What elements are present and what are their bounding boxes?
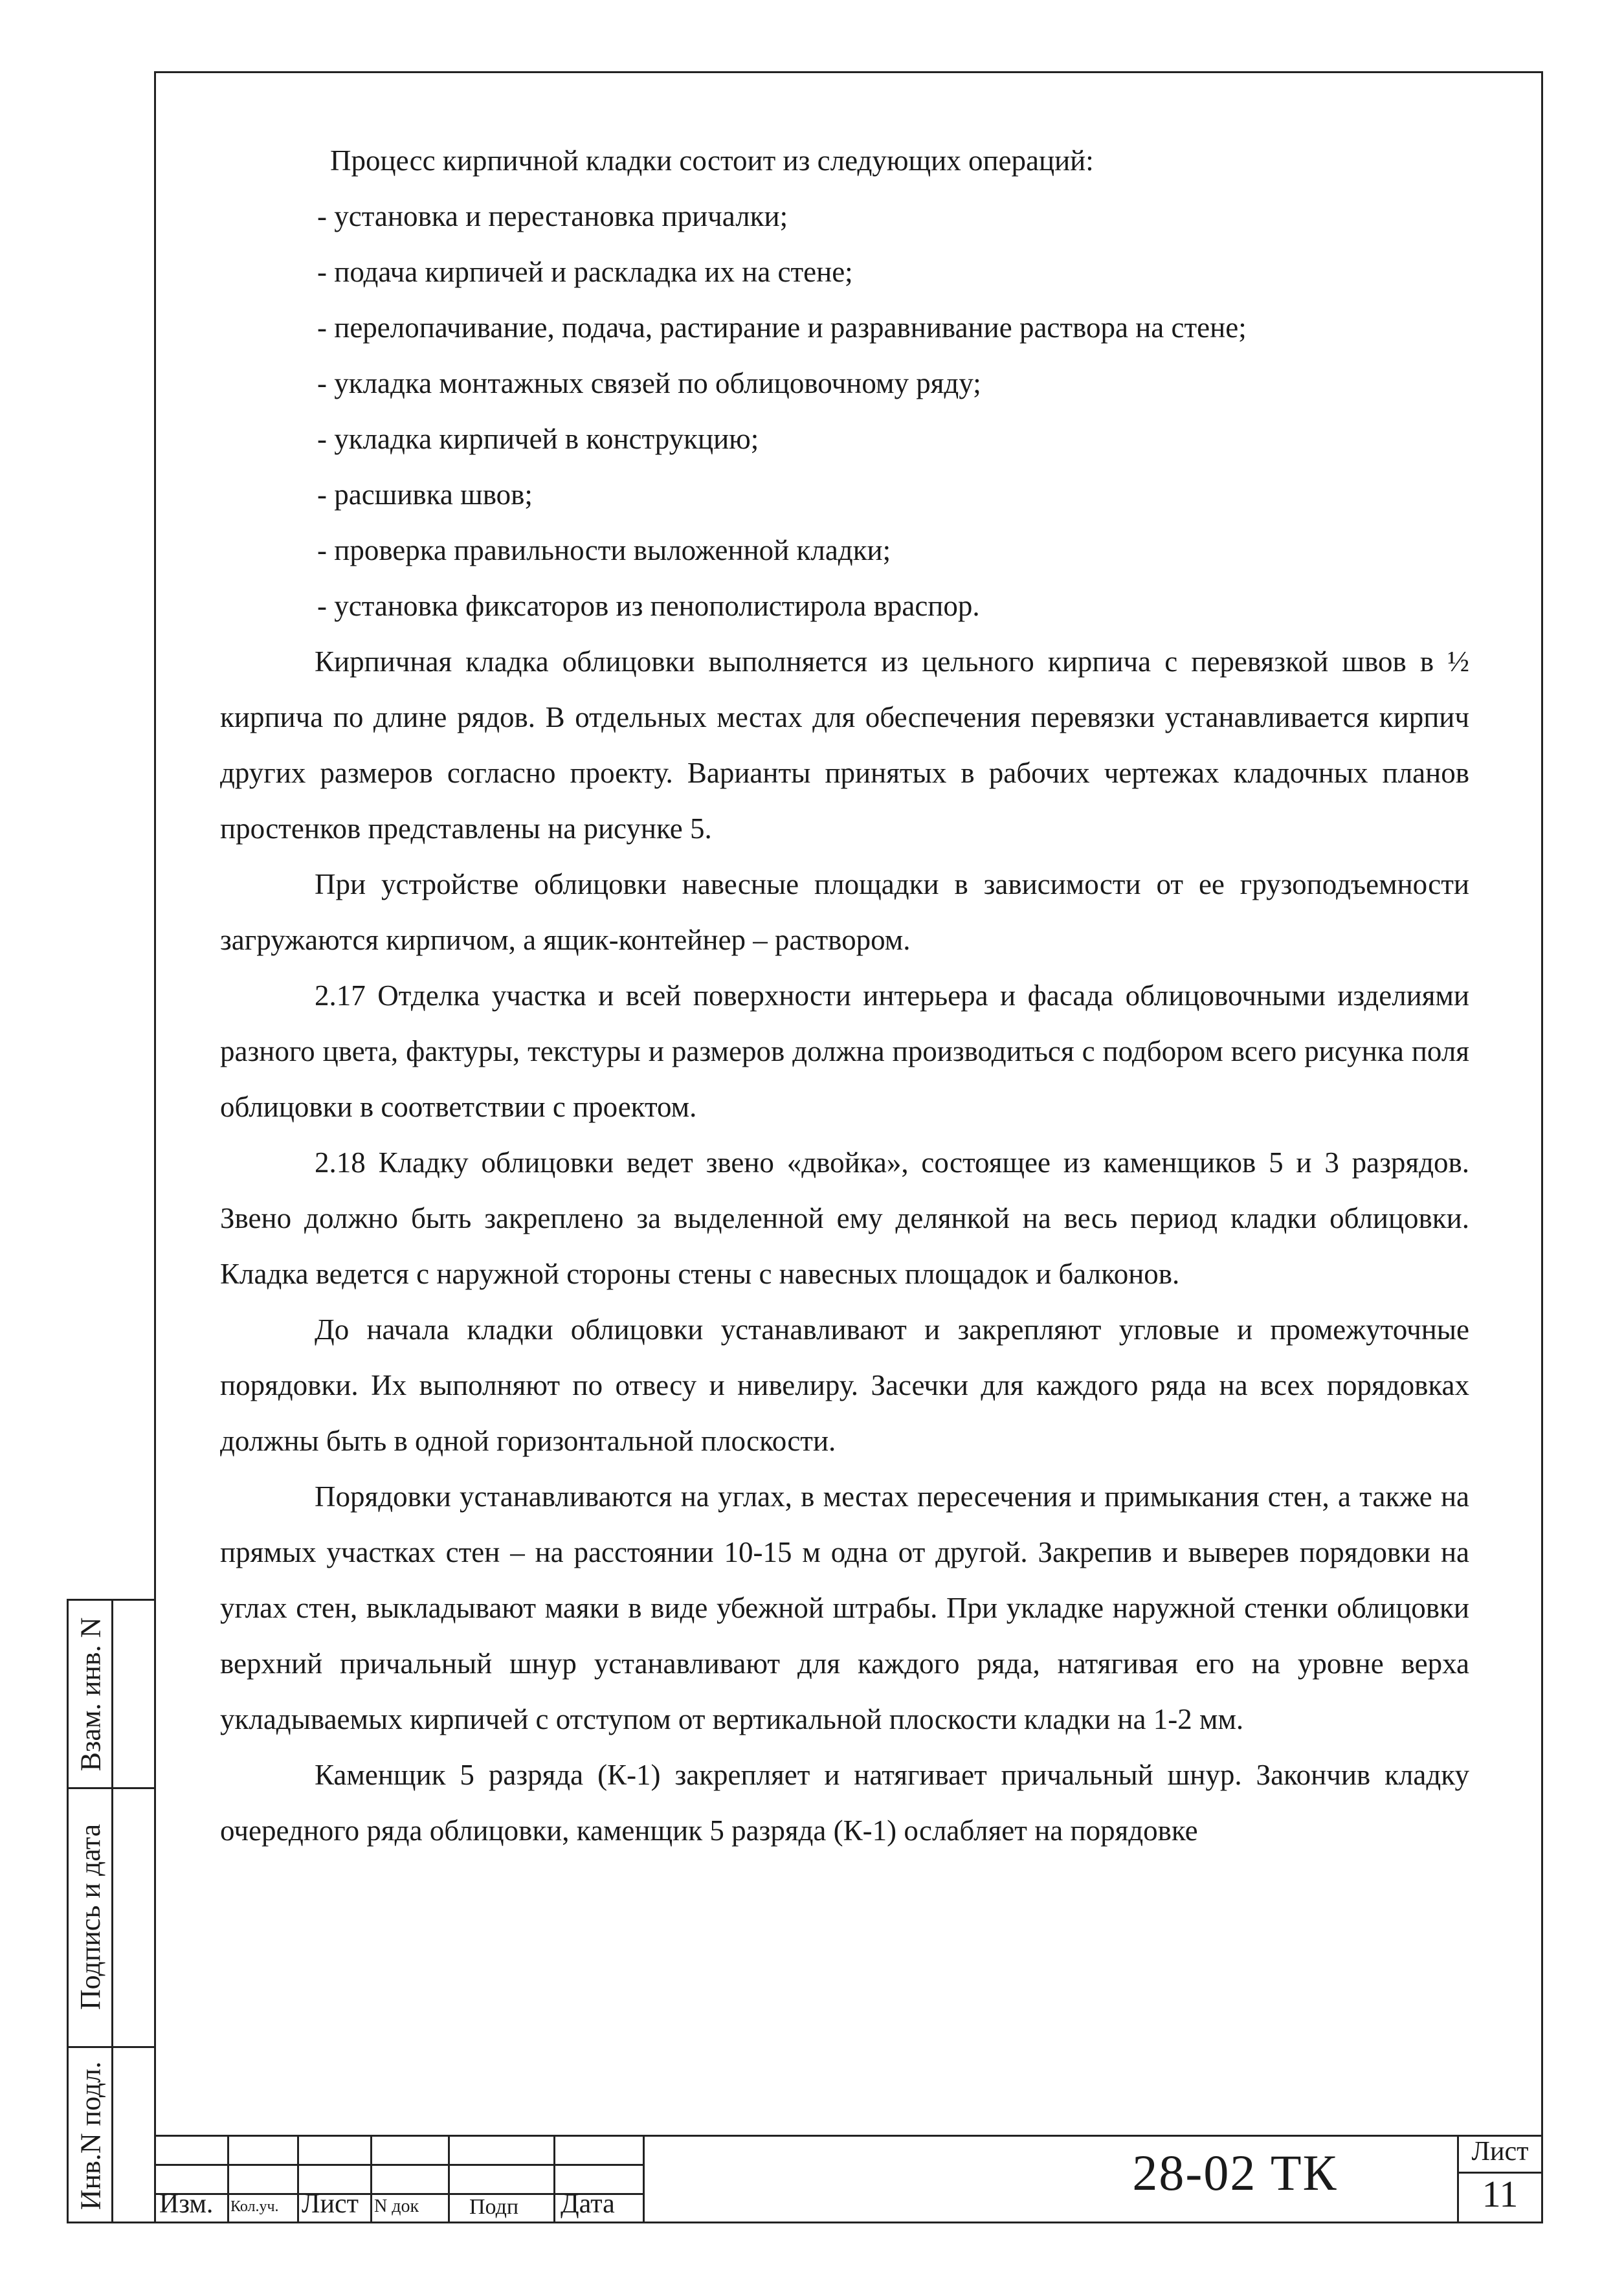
body-paragraph: 2.17 Отделка участка и всей поверхности интерьера и фасада облицовочными изделиями разного цвета, фактуры, текстуры и размеров должна производиться с подбором всего рисунка поля облицовки в соответствии с проектом.	[220, 979, 1469, 1123]
operation-item: - подача кирпичей и раскладка их на стене;	[317, 256, 853, 288]
col-data-label: Дата	[561, 2189, 615, 2219]
operation-item: - проверка правильности выложенной кладки;	[317, 534, 891, 566]
vzam-inv-label: Взам. инв. N	[74, 1617, 107, 1771]
operation-item: - укладка кирпичей в конструкцию;	[317, 423, 759, 455]
inv-podl-label: Инв.N подл.	[74, 2061, 107, 2211]
body-paragraph: До начала кладки облицовки устанавливают и закрепляют угловые и промежуточные порядовки. Их выполняют по отвесу и нивелиру. Засечки для каждого ряда на всех порядовках должны быть в одной горизонтальной плоскости.	[220, 1313, 1469, 1457]
tb-col-line	[297, 2135, 299, 2223]
body-paragraph: 2.18 Кладку облицовки ведет звено «двойка», состоящее из каменщиков 5 и 3 разрядов. Звено должно быть закреплено за выделенной ему делянкой на весь период кладки облицовки. Кладка ведется с наружной стороны стены с навесных площадок и балконов.	[220, 1146, 1469, 1290]
tb-col-line	[227, 2135, 229, 2223]
document-body	[220, 133, 1469, 1858]
col-list-label: Лист	[302, 2189, 359, 2219]
operation-item: - укладка монтажных связей по облицовочному ряду;	[317, 367, 981, 399]
intro-paragraph: Процесс кирпичной кладки состоит из следующих операций:	[330, 144, 1094, 177]
document-code: 28-02 ТК	[1132, 2144, 1338, 2201]
body-paragraph: Каменщик 5 разряда (К-1) закрепляет и натягивает причальный шнур. Закончив кладку очередного ряда облицовки, каменщик 5 разряда (К-1) ослабляет на порядовке	[220, 1759, 1469, 1847]
title-block	[154, 2135, 1543, 2223]
tb-border	[154, 2135, 1543, 2137]
operation-item: - установка фиксаторов из пенополистирола враспор.	[317, 590, 980, 622]
signature-date-label: Подпись и дата	[74, 1823, 107, 2010]
col-ndok-label: N док	[374, 2196, 419, 2216]
tb-col-line	[448, 2135, 450, 2223]
operation-item: - перелопачивание, подача, растирание и разравнивание раствора на стене;	[317, 311, 1247, 344]
margin-stamp-strip	[67, 1599, 154, 2223]
col-izm-label: Изм.	[159, 2189, 214, 2219]
sheet-label: Лист	[1471, 2137, 1529, 2166]
tb-col-line	[643, 2135, 645, 2223]
body-paragraph: Кирпичная кладка облицовки выполняется из цельного кирпича с перевязкой швов в ½ кирпича по длине рядов. В отдельных местах для обеспечения перевязки устанавливается кирпич других размеров согласно проекту. Варианты принятых в рабочих чертежах кладочных планов простенков представлены на рисунке 5.	[220, 645, 1469, 845]
operation-item: - установка и перестановка причалки;	[317, 200, 788, 232]
tb-col-line	[553, 2135, 555, 2223]
tb-col-line	[370, 2135, 372, 2223]
col-koluch-label: Кол.уч.	[230, 2198, 279, 2215]
body-paragraph: При устройстве облицовки навесные площадки в зависимости от ее грузоподъемности загружаются кирпичом, а ящик-контейнер – раствором.	[220, 868, 1469, 956]
body-paragraph: Порядовки устанавливаются на углах, в местах пересечения и примыкания стен, а также на прямых участках стен – на расстоянии 10-15 м одна от другой. Закрепив и выверев порядовки на углах стен, выкладывают маяки в виде убежной штрабы. При укладке наружной стенки облицовки верхний причальный шнур устанавливают для каждого ряда, натягивая его на уровне верха укладываемых кирпичей с отступом от вертикальной плоскости кладки на 1-2 мм.	[220, 1480, 1469, 1735]
operation-item: - расшивка швов;	[317, 478, 533, 511]
strip-divider	[111, 1601, 113, 2222]
sheet-number: 11	[1482, 2173, 1518, 2215]
col-podp-label: Подп	[469, 2195, 519, 2219]
